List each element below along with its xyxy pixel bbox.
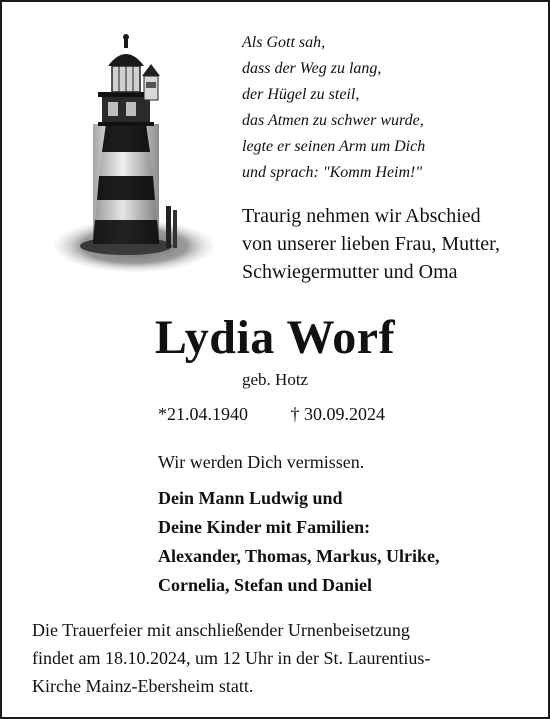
family-line: Alexander, Thomas, Markus, Ulrike, xyxy=(158,546,440,566)
poem-line: das Atmen zu schwer wurde, xyxy=(242,112,424,129)
funeral-line: Kirche Mainz-Ebersheim statt. xyxy=(32,676,254,696)
family-signature xyxy=(158,484,440,600)
lighthouse-icon xyxy=(54,24,214,272)
intro-line: von unserer lieben Frau, Mutter, xyxy=(242,233,501,255)
farewell-line: Wir werden Dich vermissen. xyxy=(158,452,365,472)
poem-line: der Hügel zu steil, xyxy=(242,86,360,103)
funeral-info xyxy=(32,616,430,700)
funeral-line: findet am 18.10.2024, um 12 Uhr in der St. Laurentius- xyxy=(32,648,431,668)
intro-line: Traurig nehmen wir Abschied xyxy=(242,205,481,227)
poem-line: und sprach: "Komm Heim!" xyxy=(242,164,423,181)
intro-line: Schwiegermutter und Oma xyxy=(242,261,458,283)
deceased-name: Lydia Worf xyxy=(154,311,396,364)
life-dates xyxy=(158,404,385,425)
family-line: Dein Mann Ludwig und xyxy=(158,488,343,508)
poem-line: dass der Weg zu lang, xyxy=(242,60,382,77)
poem-line: legte er seinen Arm um Dich xyxy=(242,138,426,155)
family-line: Deine Kinder mit Familien: xyxy=(158,517,371,537)
poem xyxy=(242,30,425,186)
birth-date: *21.04.1940 xyxy=(158,404,248,424)
poem-line: Als Gott sah, xyxy=(242,34,326,51)
family-line: Cornelia, Stefan und Daniel xyxy=(158,575,373,595)
intro-text xyxy=(242,202,500,286)
funeral-line: Die Trauerfeier mit anschließender Urnenbeisetzung xyxy=(32,620,410,640)
maiden-name: geb. Hotz xyxy=(242,370,309,389)
death-date: † 30.09.2024 xyxy=(290,404,385,424)
